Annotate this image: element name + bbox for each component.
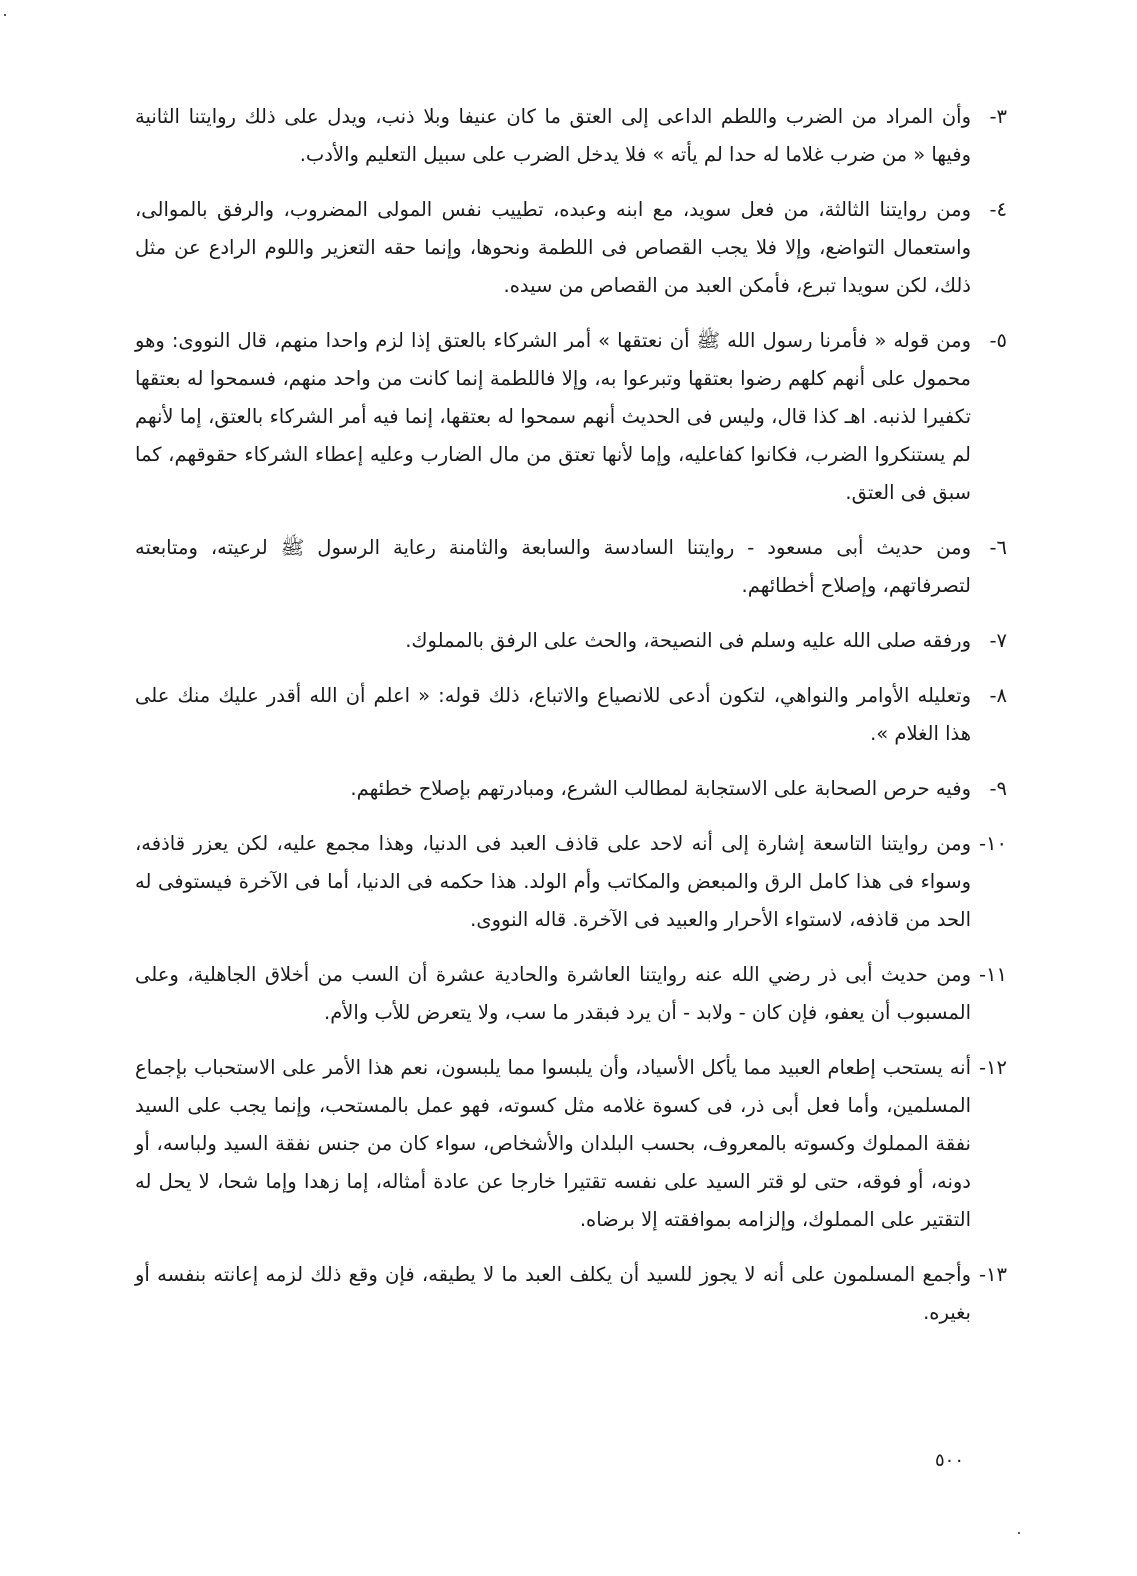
- list-item: [135, 770, 1007, 808]
- item-number: ١٢-: [979, 1056, 1007, 1079]
- item-text: وفيه حرص الصحابة على الاستجابة لمطالب الشرع، ومبادرتهم بإصلاح خطئهم.: [350, 777, 971, 800]
- item-text: وأن المراد من الضرب واللطم الداعى إلى العتق ما كان عنيفا وبلا ذنب، ويدل على ذلك روايتنا الثانية وفيها « من ضرب غلاما له حدا لم يأته » فلا يدخل الضرب على سبيل التعليم والأدب.: [135, 105, 971, 166]
- list-item: [135, 956, 1007, 1032]
- scan-speck: [1018, 1532, 1020, 1534]
- list-item: [135, 1256, 1007, 1332]
- list-item: [135, 622, 1007, 660]
- item-number: ١٠-: [979, 832, 1007, 855]
- page-number: ٥٠٠: [935, 1450, 965, 1471]
- item-number: ٨-: [989, 684, 1007, 707]
- list-item: [135, 322, 1007, 512]
- item-text: وأجمع المسلمون على أنه لا يجوز للسيد أن يكلف العبد ما لا يطيقه، فإن وقع ذلك لزمه إعانته بنفسه أو بغيره.: [135, 1263, 971, 1324]
- body-text: [135, 98, 1007, 1349]
- list-item: [135, 98, 1007, 174]
- item-text: أنه يستحب إطعام العبيد مما يأكل الأسياد، وأن يلبسوا مما يلبسون، نعم هذا الأمر على الاستحباب بإجماع المسلمين، وأما فعل أبى ذر، فى كسوة غلامه مثل كسوته، فهو عمل بالمستحب، وإنما يجب على السيد نفقة المملوك وكسوته بالمعروف، بحسب البلدان والأشخاص، سواء كان من جنس نفقة السيد ولباسه، أو دونه، أو فوقه، حتى لو قتر السيد على نفسه تقتيرا خارجا عن عادة أمثاله، إما زهدا وإما شحا، لا يحل له التقتير على المملوك، وإلزامه بموافقته إلا برضاه.: [135, 1056, 971, 1231]
- item-number: ١١-: [979, 963, 1007, 986]
- item-number: ١٣-: [979, 1263, 1007, 1286]
- item-text: ومن روايتنا التاسعة إشارة إلى أنه لاحد على قاذف العبد فى الدنيا، وهذا مجمع عليه، لكن يعزر قاذفه، وسواء فى هذا كامل الرق والمبعض والمكاتب وأم الولد. هذا حكمه فى الدنيا، أما فى الآخرة فيستوفى له الحد من قاذفه، لاستواء الأحرار والعبيد فى الآخرة. قاله النووى.: [135, 832, 971, 931]
- item-text: ومن حديث أبى ذر رضي الله عنه روايتنا العاشرة والحادية عشرة أن السب من أخلاق الجاهلية، وعلى المسبوب أن يعفو، فإن كان - ولابد - أن يرد فبقدر ما سب، ولا يتعرض للأب والأم.: [135, 963, 971, 1024]
- item-number: ٣-: [989, 105, 1007, 128]
- item-text: ورفقه صلى الله عليه وسلم فى النصيحة، والحث على الرفق بالمملوك.: [405, 629, 971, 652]
- list-item: [135, 825, 1007, 939]
- item-number: ٥-: [989, 329, 1007, 352]
- item-text: ومن روايتنا الثالثة، من فعل سويد، مع ابنه وعبده، تطييب نفس المولى المضروب، والرفق بالموالى، واستعمال التواضع، وإلا فلا يجب القصاص فى اللطمة ونحوها، وإنما حقه التعزير واللوم الرادع عن مثل ذلك، لكن سويدا تبرع، فأمكن العبد من القصاص من سيده.: [135, 198, 971, 297]
- item-number: ٧-: [989, 629, 1007, 652]
- scan-speck: [4, 14, 6, 16]
- item-number: ٩-: [989, 777, 1007, 800]
- list-item: [135, 1049, 1007, 1239]
- list-item: [135, 529, 1007, 605]
- item-text: ومن حديث أبى مسعود - روايتنا السادسة والسابعة والثامنة رعاية الرسول ﷺ لرعيته، ومتابعته لتصرفاتهم، وإصلاح أخطائهم.: [135, 536, 971, 597]
- list-item: [135, 677, 1007, 753]
- item-text: ومن قوله « فأمرنا رسول الله ﷺ أن نعتقها » أمر الشركاء بالعتق إذا لزم واحدا منهم، قال النووى: وهو محمول على أنهم كلهم رضوا بعتقها وتبرعوا به، وإلا فاللطمة إنما كانت من واحد منهم، فسمحوا له بعتقها تكفيرا لذنبه. اهـ كذا قال، وليس فى الحديث أنهم سمحوا له بعتقها، إنما فيه أمر الشركاء بالعتق، إما لأنهم لم يستنكروا الضرب، فكانوا كفاعليه، وإما لأنها تعتق من مال الضارب وعليه إعطاء الشركاء حقوقهم، كما سبق فى العتق.: [135, 329, 971, 504]
- item-number: ٦-: [989, 536, 1007, 559]
- item-number: ٤-: [989, 198, 1007, 221]
- item-text: وتعليله الأوامر والنواهي، لتكون أدعى للانصياع والاتباع، ذلك قوله: « اعلم أن الله أقدر عليك منك على هذا الغلام ».: [135, 684, 971, 745]
- list-item: [135, 191, 1007, 305]
